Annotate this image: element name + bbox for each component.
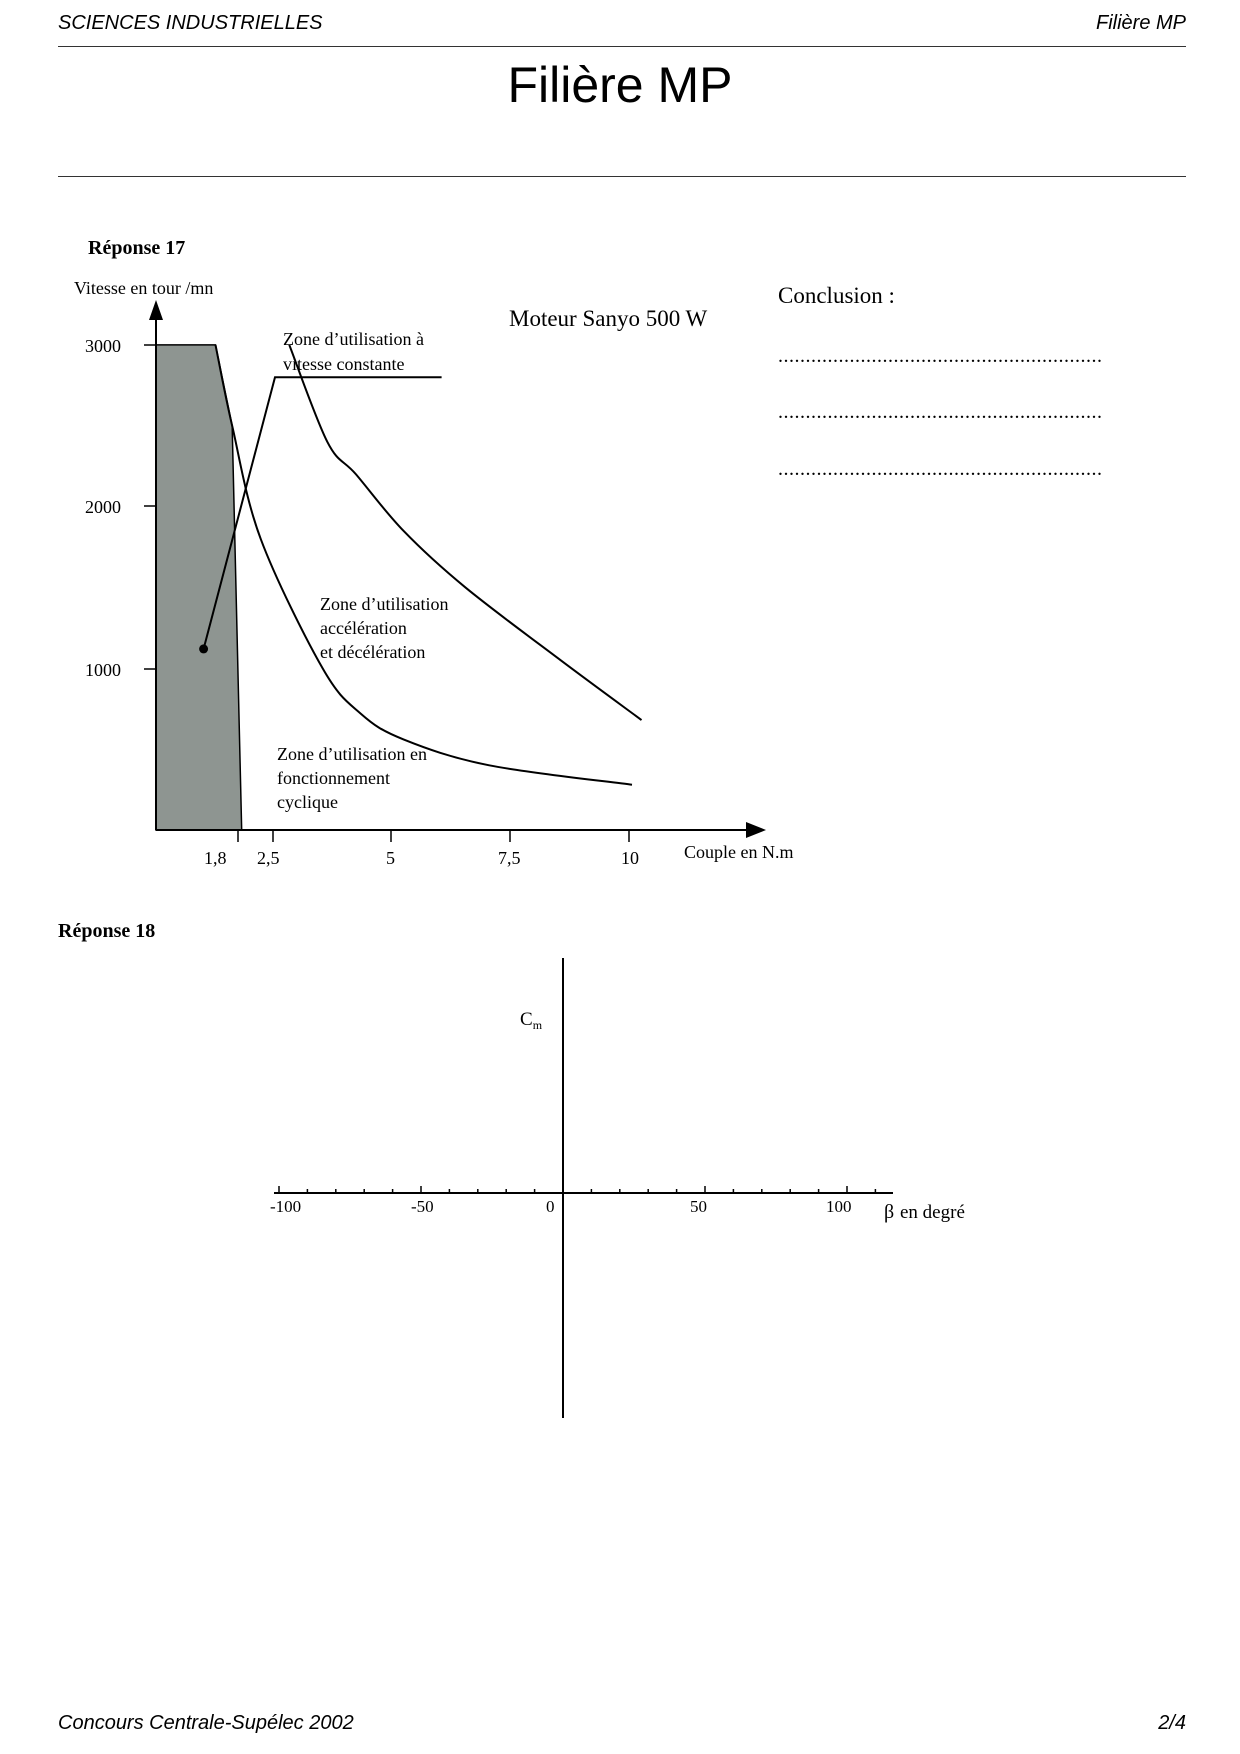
reponse17-label: Réponse 17: [88, 237, 186, 259]
annotation-accel-decel: [320, 594, 453, 662]
conclusion-dots-1: ...........................................................: [778, 345, 1103, 367]
beta-axis-label: en degré: [900, 1202, 965, 1223]
motor-title: Moteur Sanyo 500 W: [509, 306, 708, 331]
x-axis-label: Couple en N.m: [684, 842, 794, 862]
conclusion-label: Conclusion :: [778, 283, 895, 308]
annotation-line: accélération: [320, 618, 407, 638]
annotation-line: cyclique: [277, 792, 338, 812]
beta-symbol: β: [884, 1201, 895, 1223]
reponse18-label: Réponse 18: [58, 920, 156, 942]
y-tick-label: 2000: [85, 497, 121, 517]
chart-reponse18: [0, 940, 1240, 1420]
beta-tick-label: -50: [411, 1197, 434, 1216]
y-tick-label: 3000: [85, 336, 121, 356]
cm-axis-label: $C_m$: [520, 1009, 543, 1032]
beta-tick-label: 50: [690, 1197, 707, 1216]
cyclic-zone-shading: [156, 345, 242, 830]
y-tick-label: 1000: [85, 660, 121, 680]
beta-tick-label: 100: [826, 1197, 852, 1216]
annotation-line: Zone d’utilisation à: [283, 329, 424, 349]
beta-tick-label: -100: [270, 1197, 302, 1216]
y-axis-label: Vitesse en tour /mn: [74, 278, 214, 298]
beta-axis-ticks: [279, 1186, 875, 1193]
y-axis-arrow: [149, 300, 163, 320]
annotation-line: Zone d’utilisation en: [277, 744, 427, 764]
x-tick-label: 7,5: [498, 848, 521, 868]
header-right: Filière MP: [1095, 12, 1186, 34]
x-tick-label: 2,5: [257, 848, 280, 868]
x-tick-label: 1,8: [204, 848, 227, 868]
x-tick-label: 5: [386, 848, 395, 868]
constant-speed-curve: [289, 345, 641, 720]
accel-decel-curve: [216, 345, 633, 785]
conclusion-dots-2: ...........................................................: [778, 401, 1103, 423]
beta-tick-label: 0: [546, 1197, 555, 1216]
annotation-line: fonctionnement: [277, 768, 390, 788]
annotation-line: vitesse constante: [283, 354, 405, 374]
annotation-constant-speed: [283, 329, 428, 374]
x-axis-arrow: [746, 822, 766, 838]
footer-left: Concours Centrale-Supélec 2002: [58, 1712, 354, 1734]
annotation-line: Zone d’utilisation: [320, 594, 449, 614]
page-title: Filière MP: [507, 57, 733, 113]
annotation-cyclic: [277, 744, 431, 812]
x-tick-label: 10: [621, 848, 639, 868]
guide-dot: [199, 644, 208, 653]
footer-right: 2/4: [1158, 1712, 1186, 1734]
annotation-line: et décélération: [320, 642, 426, 662]
header-left: SCIENCES INDUSTRIELLES: [58, 12, 323, 34]
conclusion-dots-3: ...........................................................: [778, 458, 1103, 480]
